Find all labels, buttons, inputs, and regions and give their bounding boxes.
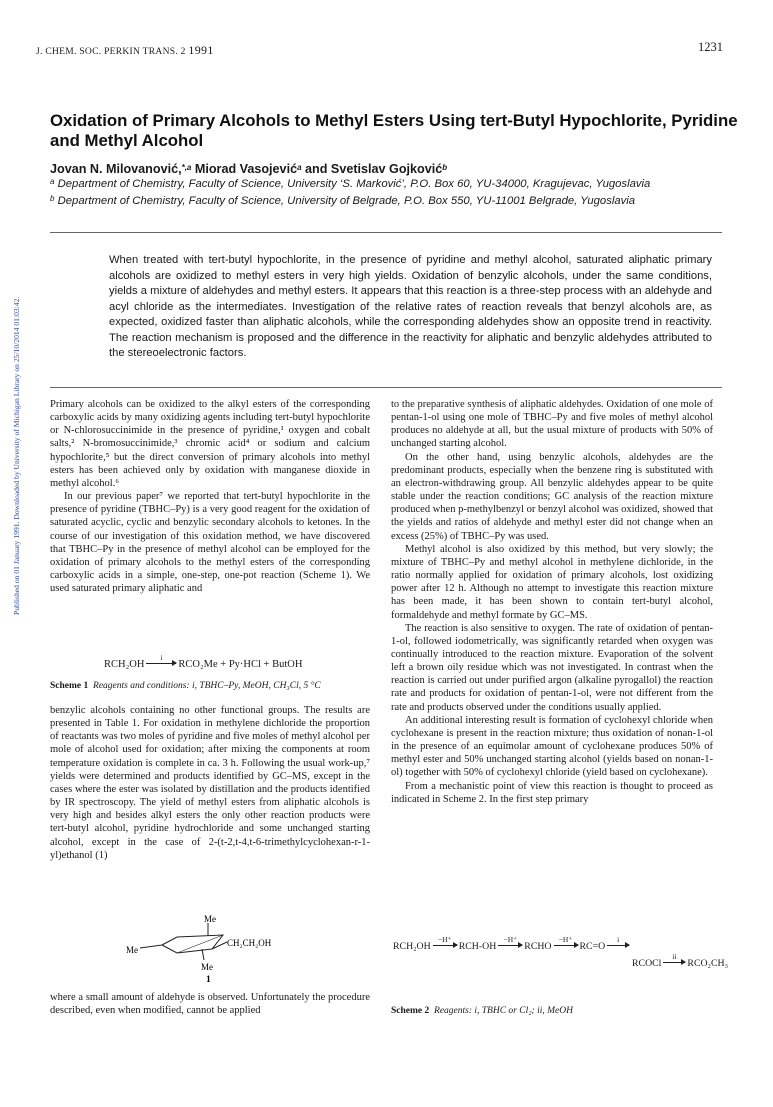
author-1-mark: *,a — [181, 163, 192, 172]
methyl-bond — [140, 945, 162, 948]
arrow-label: i — [617, 935, 620, 944]
scheme-1-equation — [104, 653, 303, 670]
arrow-label: −H⁺ — [437, 935, 452, 944]
affiliation-a-mark: a — [50, 177, 55, 186]
paragraph: The reaction is also sensitive to oxygen. The rate of oxidation of pentan-1-ol, followed iodometrically, was significantly retarded when oxygen was continually introduced to the reaction mixture. Evaporation of the solvent left a brown oily residue which was not investigated. In contrast when the reaction is carried out under purified argon (alkaline pyrogallol) the reaction rate and products for oxidation of pentan-1-ol, were not different from the rate and products observed under the conditions usually applied. — [391, 622, 713, 713]
download-watermark — [2, 210, 21, 615]
reaction-arrow — [554, 935, 578, 946]
scheme-2-label: Scheme 2 — [391, 1006, 430, 1016]
scheme-2-species: RCOCl — [632, 958, 662, 969]
author-2-mark: a — [297, 163, 302, 172]
methyl-label: Me — [204, 914, 216, 924]
scheme-1-caption — [50, 681, 321, 691]
paragraph: Methyl alcohol is also oxidized by this method, but very slowly; the mixture of TBHC–Py and methyl alcohol in methylene dichloride, in the ratio normally applied for oxidation of primary alcohols, lost oxidizing power after 12 h. Although no attempt to investigate this reaction mixture has been made, it has been shown to contain tert-butyl alcohol, formaldehyde and methyl formate by GC–MS. — [391, 543, 713, 621]
scheme-2-caption — [391, 1006, 573, 1016]
download-note[interactable]: Published on 01 January 1991. Downloaded by University of Michigan Library on 25/10/2014 01:03:42. — [12, 296, 21, 615]
side-chain-label: CH₂CH₂OH — [227, 938, 272, 948]
scheme-2-species: RCH-OH — [458, 941, 497, 952]
paragraph: An additional interesting result is formation of cyclohexyl chloride when cyclohexane is present in the reaction mixture; thus oxidation of nonan-1-ol in the presence of an equimolar amount of cyclohexane produces 50% of methyl ester and 50% unchanged starting alcohol (yields based on nonan-1-ol) together with 50% of cyclohexyl chloride (yield based on cyclohexane). — [391, 714, 713, 779]
scheme-1-label: Scheme 1 — [50, 681, 89, 691]
scheme-1-products: RCO₂Me + Py·HCl + ButOH — [178, 659, 303, 670]
compound-number: 1 — [206, 975, 211, 985]
affiliation-b — [50, 192, 740, 209]
arrow-label: −H⁺ — [558, 935, 573, 944]
affiliations — [50, 175, 740, 208]
running-header — [36, 43, 214, 58]
paragraph: benzylic alcohols containing no other functional groups. The results are presented in Table 1. For oxidation in methylene dichloride the proportion of reactants was two moles of pyridine and five moles of methyl alcohol per mole of alcohol used for oxidation; after mixing the components at room temperature oxidation is complete in ca. 3 h. Following the usual work-up,⁷ yields were determined and products identified by GC–MS, except in the cases where the ester was isolated by distillation and the products identified by IR spectroscopy. The yield of methyl esters from aliphatic alcohols is very high and besides alkyl esters the only other reaction products were tert-butyl alcohol, pyridine hydrochloride and some unchanged starting alcohol, except in the case of 2-(t-2,t-4,t-6-trimethylcyclohexan-r-1-yl)ethanol (1) — [50, 705, 370, 861]
paragraph: Primary alcohols can be oxidized to the alkyl esters of the corresponding carboxylic acids by many oxidizing agents including tert-butyl hypochlorite or N-chlorosuccinimide in the presence of pyridine,¹ oxygen and cobalt salts,² N-bromosuccinimide,³ chromic acid⁴ or sodium and calcium hypochlorite,⁵ but the direct conversion of primary alcohols into methyl esters has been achieved only by oxidation with manganese dioxide in methyl alcohol.⁶ — [50, 399, 370, 489]
cyclohexane-ring — [162, 935, 223, 953]
paragraph: In our previous paper⁷ we reported that tert-butyl hypochlorite in the presence of pyridine (TBHC–Py) is a very good reagent for the oxidation of saturated acyclic, cyclic and benzylic secondary alcohols to ketones. In the course of our investigation of this oxidation method, we have discovered that TBHC–Py in the presence of methyl alcohol can be employed for the oxidation of primary alcohols to the methyl esters of the corresponding carboxylic acids in a simple, one-step, one-pot reaction (Scheme 1). We used saturated primary aliphatic and — [50, 491, 370, 595]
arrow-label: i — [160, 653, 163, 662]
methyl-label: Me — [201, 962, 213, 972]
paragraph: On the other hand, using benzylic alcohols, aldehydes are the predominant products, especially when the benzene ring is substituted with an electron-withdrawing group. All benzylic aldehydes appear to be quite stable under the reaction conditions; GC analysis of the reaction mixture produced when p-methylbenzyl or benzyl alcohol was oxidized, showed that the yields and ratios of aldehyde and methyl ester did not change when an excess (25%) of TBHC–Py was used. — [391, 451, 713, 542]
left-column-top — [50, 398, 370, 595]
paragraph: to the preparative synthesis of aliphatic aldehydes. Oxidation of one mole of pentan-1-ol using one mole of TBHC–Py and five moles of methyl alcohol produces no aldehyde at all, but the usual mixture of products with 50% of unchanged starting alcohol. — [391, 399, 713, 450]
paragraph: where a small amount of aldehyde is observed. Unfortunately the procedure described, even when modified, cannot be applied — [50, 992, 370, 1017]
scheme-2-equation-line-2 — [632, 952, 728, 969]
methyl-bond — [202, 949, 204, 960]
author-3-mark: b — [442, 163, 448, 172]
page-number: 1231 — [698, 40, 723, 54]
methyl-label: Me — [126, 945, 138, 955]
affiliation-b-text: Department of Chemistry, Faculty of Science, University of Belgrade, P.O. Box 550, YU-11001 Belgrade, Yugoslavia — [54, 194, 636, 207]
reaction-arrow — [607, 935, 629, 946]
abstract: When treated with tert-butyl hypochlorite, in the presence of pyridine and methyl alcohol, saturated aliphatic primary alcohols are oxidized to methyl esters in very high yields. Oxidation of benzylic alcohols, under the same conditions, yields a mixture of aldehydes and methyl esters. It appears that this reaction is a three-step process with an aldehyde and acyl chloride as the intermediates. Investigation of the relative rates of reaction reveals that benzyl alcohols are, as expected, oxidized faster than aliphatic alcohols, while the corresponding aldehydes show an opposite trend in reactivity. The reaction mechanism is proposed and the difference in the reactivity for aliphatic and benzylic aldehydes attributed to the stereoelectronic factors. — [109, 254, 712, 359]
scheme-2-species: RCHO — [524, 941, 552, 952]
rule-bottom — [50, 387, 722, 388]
scheme-1-reactant: RCH₂OH — [104, 659, 145, 670]
right-column-text — [391, 398, 713, 806]
rule-top — [50, 232, 722, 233]
structure-1-diagram — [126, 914, 310, 985]
scheme-2-species: RCO₂CH₃ — [687, 958, 728, 969]
affiliation-a-text: Department of Chemistry, Faculty of Science, University ‘S. Marković’, P.O. Box 60, YU-34000, Kragujevac, Yugoslavia — [54, 178, 651, 190]
scheme-2-species: RC=O — [579, 941, 606, 952]
arrow-label: ii — [672, 952, 677, 961]
arrow-label: −H⁺ — [503, 935, 518, 944]
affiliation-a — [50, 175, 740, 192]
left-column-middle — [50, 704, 370, 862]
reaction-arrow — [146, 653, 176, 664]
scheme-1-reagents: Reagents and conditions: i, TBHC–Py, MeOH, CH₃Cl, 5 °C — [93, 681, 321, 691]
author-1: Jovan N. Milovanović, — [50, 162, 182, 176]
author-3: and Svetislav Gojković — [301, 162, 443, 176]
scheme-2-reagents: Reagents: i, TBHC or Cl₂; ii, MeOH — [434, 1006, 573, 1016]
author-2: Miorad Vasojević — [191, 162, 298, 176]
reaction-arrow — [498, 935, 522, 946]
article-title: Oxidation of Primary Alcohols to Methyl Esters Using tert-Butyl Hypochlorite, Pyridine and Methyl Alcohol — [50, 111, 738, 150]
scheme-2-species: RCH₂OH — [393, 941, 431, 952]
reaction-arrow — [663, 952, 685, 963]
scheme-2-equation-line-1 — [393, 935, 631, 952]
journal-year: 1991 — [188, 43, 214, 57]
left-column-bottom — [50, 991, 370, 1017]
affiliation-b-mark: b — [50, 193, 55, 203]
journal-name: J. CHEM. SOC. PERKIN TRANS. 2 — [36, 47, 186, 57]
reaction-arrow — [433, 935, 457, 946]
paragraph: From a mechanistic point of view this reaction is thought to proceed as indicated in Scheme 2. In the first step primary — [391, 780, 713, 805]
